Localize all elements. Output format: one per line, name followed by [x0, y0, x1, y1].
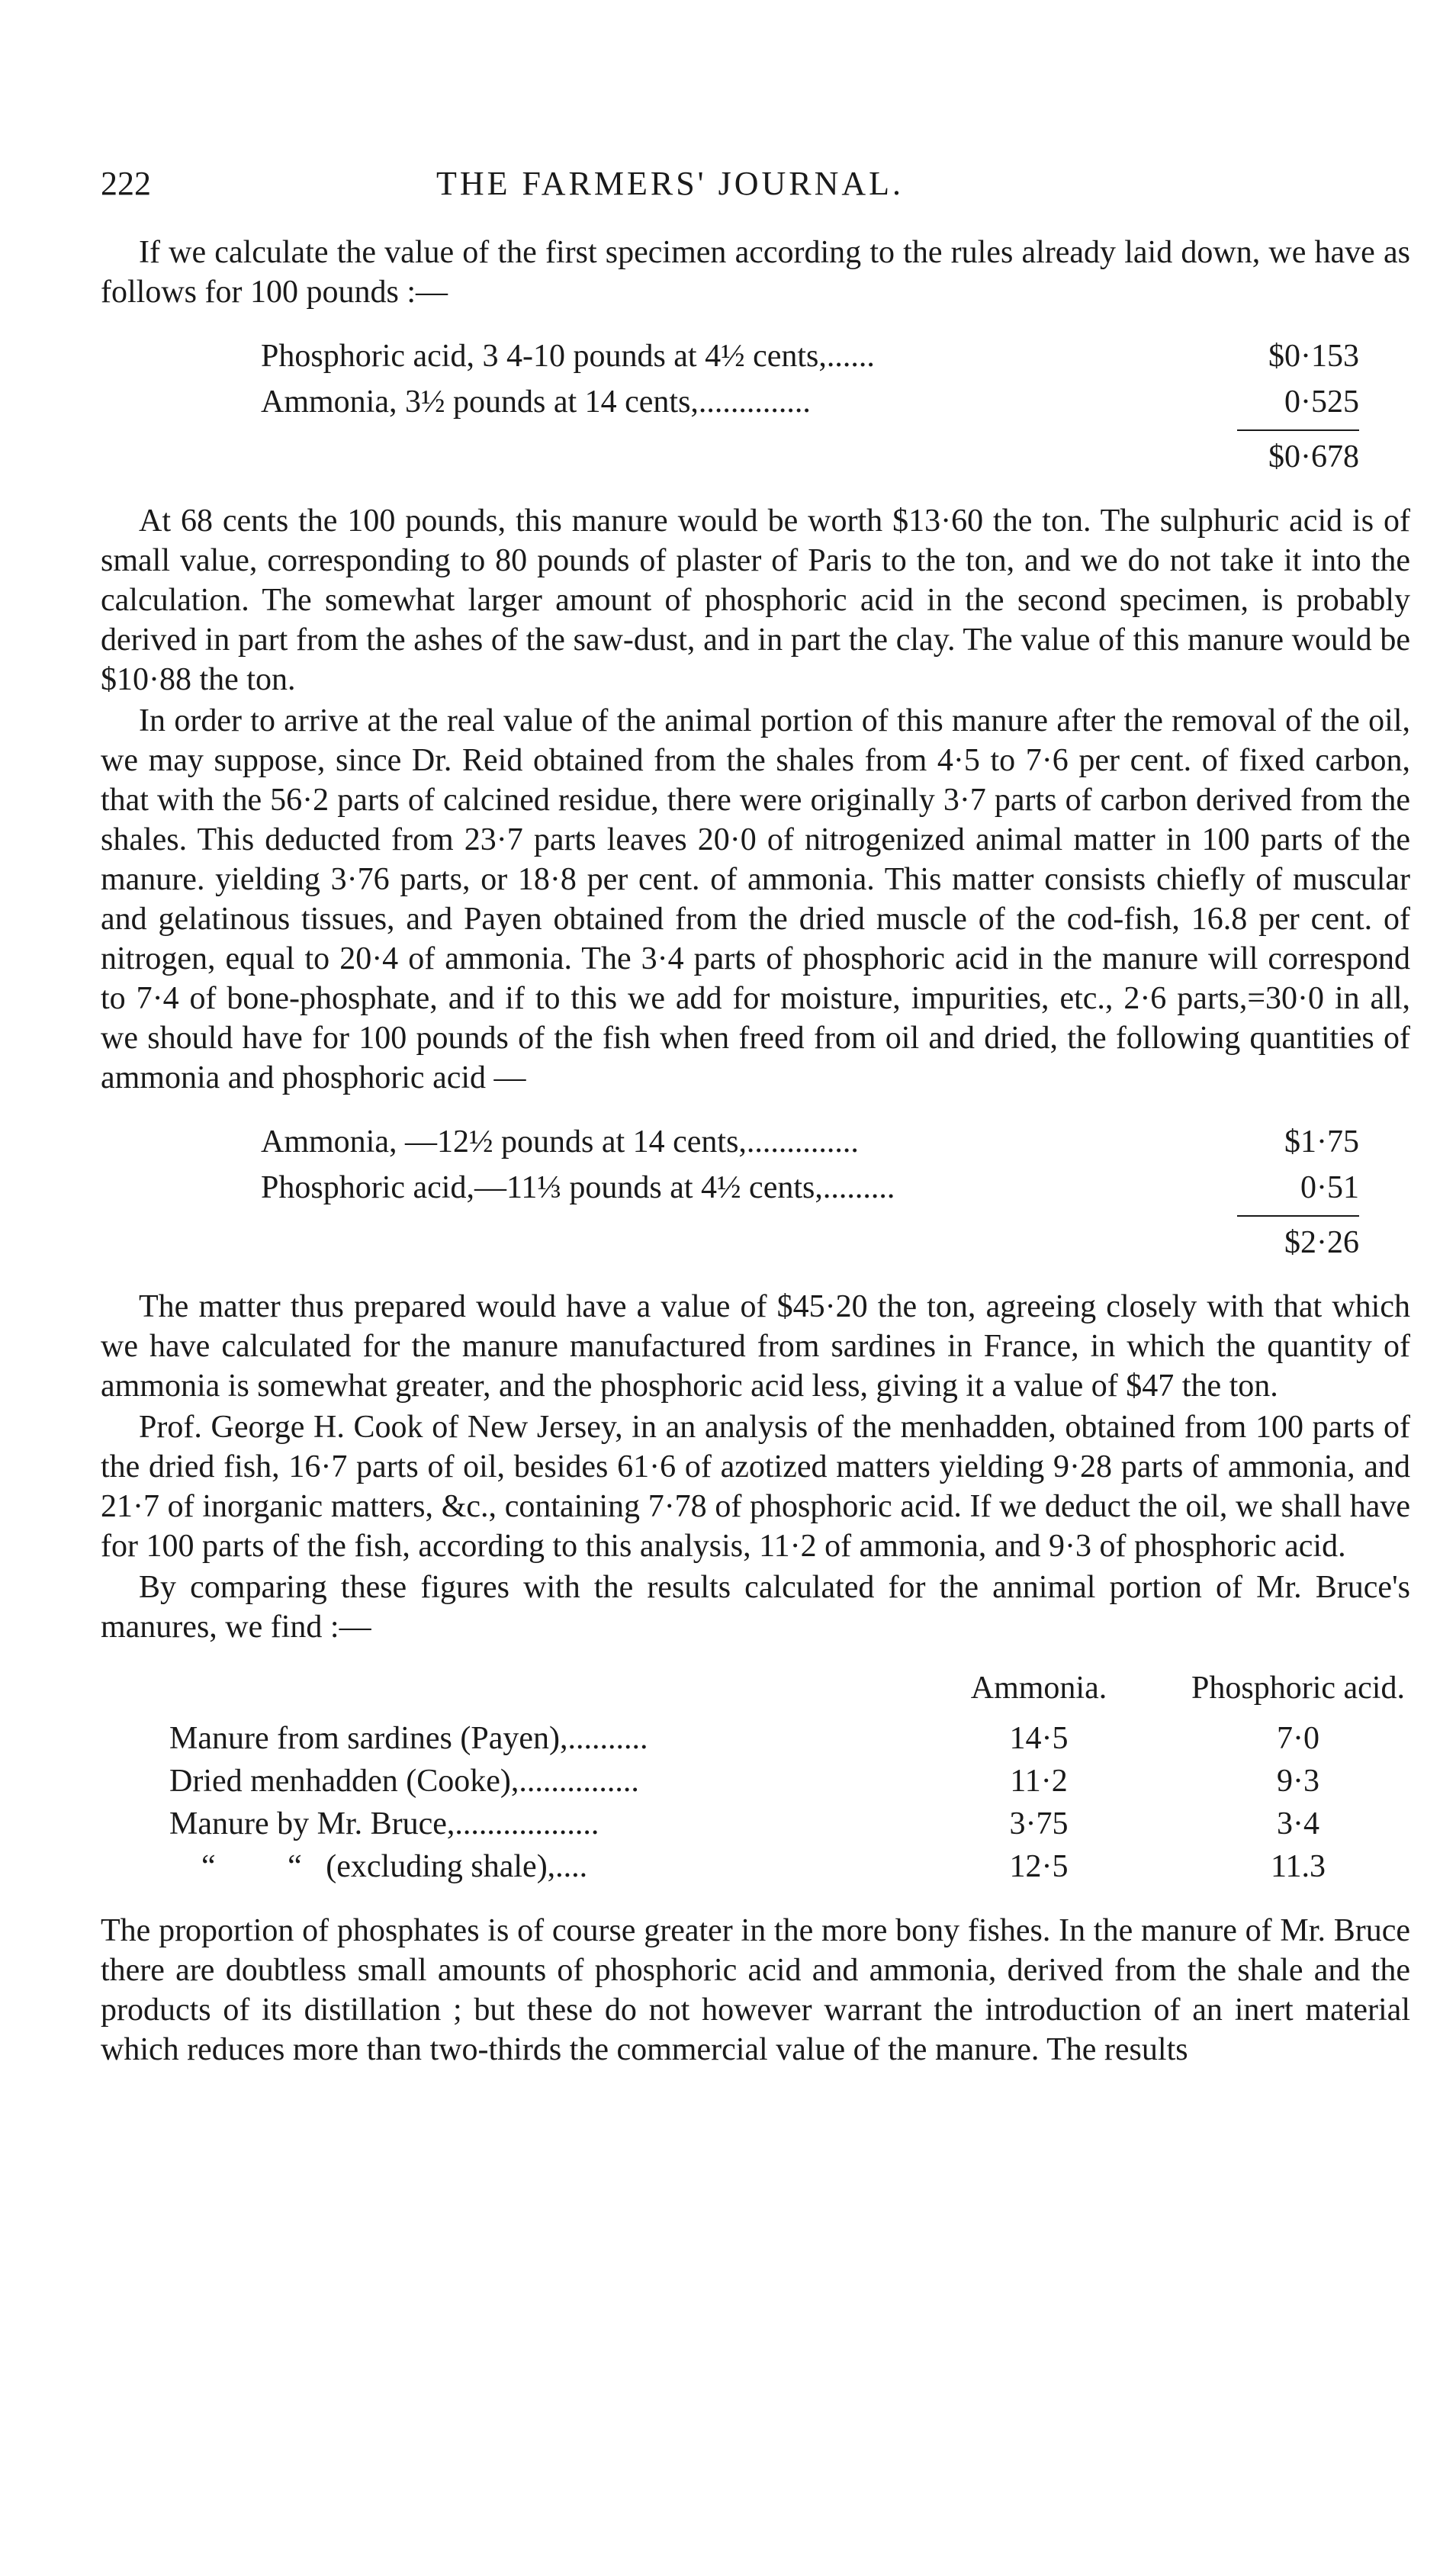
calc-row — [261, 1119, 1359, 1165]
table-row — [169, 1803, 1451, 1845]
row-label: Manure by Mr. Bruce,.................. — [169, 1806, 599, 1841]
paragraph: At 68 cents the 100 pounds, this manure would be worth $13·60 the ton. The sulphuric acid is of small value, corresponding to 80 pounds of plaster of Paris to the ton, and we do not take it into the calculation. The somewhat larger amount of phosphoric acid in the second specimen, is probably derived in part from the ashes of the saw-dust, and in part the clay. The value of this manure would be $10·88 the ton. — [101, 503, 1410, 697]
page-header — [101, 164, 1410, 217]
ammonia-value: 11·2 — [1010, 1764, 1068, 1799]
comparison-header-spacer — [169, 1667, 932, 1717]
calc-row — [261, 333, 1359, 379]
calc-total: $2·26 — [1284, 1225, 1359, 1260]
table-row — [169, 1717, 1451, 1760]
row-label: “ “ (excluding shale),.... — [169, 1849, 588, 1884]
calc-total: $0·678 — [1268, 439, 1359, 474]
running-title: THE FARMERS' JOURNAL. — [436, 165, 905, 202]
paragraph: By comparing these figures with the results calculated for the annimal portion of Mr. Bruce's manures, we find :— — [101, 1570, 1410, 1645]
calc-row — [261, 379, 1359, 425]
row-label: Dried menhadden (Cooke),............... — [169, 1764, 639, 1799]
paragraph: In order to arrive at the real value of the animal portion of this manure after the removal of the oil, we may suppose, since Dr. Reid obtained from the shales from 4·5 to 7·6 per cent. of fixed carbon, that with the 56·2 parts of calcined residue, there were originally 3·7 parts of carbon derived from the shales. This deducted from 23·7 parts leaves 20·0 of nitrogenized animal matter in 100 parts of the manure. yielding 3·76 parts, or 18·8 per cent. of ammonia. This matter consists chiefly of muscular and gelatinous tissues, and Payen obtained from the dried muscle of the cod-fish, 16.8 per cent. of nitrogen, equal to 20·4 of ammonia. The 3·4 parts of phosphoric acid in the manure will correspond to 7·4 of bone-phosphate, and if to this we add for moisture, impurities, etc., 2·6 parts,=30·0 in all, we should have for 100 pounds of the fish when freed from oil and dried, the following quantities of ammonia and phosphoric acid — — [101, 703, 1410, 1095]
sum-rule — [1237, 429, 1359, 431]
calc-label: Ammonia, —12½ pounds at 14 cents,.............. — [261, 1124, 859, 1159]
paragraph: If we calculate the value of the first specimen according to the rules already laid down, we have as follows for 100 pounds :— — [101, 235, 1410, 310]
comparison-table — [169, 1667, 1451, 1888]
comparison-header-row — [169, 1667, 1451, 1717]
calc-label: Phosphoric acid,—11⅓ pounds at 4½ cents,......... — [261, 1170, 895, 1205]
phosphoric-value: 11.3 — [1271, 1849, 1326, 1884]
paragraph: The matter thus prepared would have a value of $45·20 the ton, agreeing closely with that which we have calculated for the manure manufactured from sardines in France, in which the quantity of ammonia is somewhat greater, and the phosphoric acid less, giving it a value of $47 the ton. — [101, 1289, 1410, 1404]
paragraph: Prof. George H. Cook of New Jersey, in an analysis of the menhadden, obtained from 100 parts of the dried fish, 16·7 parts of oil, besides 61·6 of azotized matters yielding 9·28 parts of ammonia, and 21·7 of inorganic matters, &c., containing 7·78 of phosphoric acid. If we deduct the oil, we shall have for 100 parts of the fish, according to this analysis, 11·2 of ammonia, and 9·3 of phosphoric acid. — [101, 1410, 1410, 1564]
ammonia-value: 14·5 — [1009, 1721, 1069, 1756]
phosphoric-value: 7·0 — [1277, 1721, 1319, 1756]
table-row — [169, 1760, 1451, 1803]
calc-amount: $1·75 — [1284, 1124, 1359, 1159]
ammonia-value: 3·75 — [1009, 1806, 1069, 1841]
ammonia-value: 12·5 — [1009, 1849, 1069, 1884]
calc-label: Ammonia, 3½ pounds at 14 cents,.............. — [261, 384, 811, 420]
phosphoric-value: 3·4 — [1277, 1806, 1319, 1841]
calculation-first-specimen — [261, 333, 1359, 480]
calc-label: Phosphoric acid, 3 4-10 pounds at 4½ cents,...... — [261, 339, 875, 374]
calc-row — [261, 1165, 1359, 1211]
page-number: 222 — [101, 165, 151, 202]
column-header-phosphoric-acid: Phosphoric acid. — [1191, 1671, 1405, 1706]
calc-amount: 0·525 — [1284, 384, 1359, 420]
table-row — [169, 1845, 1451, 1888]
paragraph: The proportion of phosphates is of course greater in the more bony fishes. In the manure of Mr. Bruce there are doubtless small amounts of phosphoric acid and ammonia, derived from the shale and the products of its distillation ; but these do not however warrant the introduction of an inert material which reduces more than two-thirds the commercial value of the manure. The results — [101, 1913, 1410, 2067]
sum-rule — [1237, 1215, 1359, 1217]
phosphoric-value: 9·3 — [1277, 1764, 1319, 1799]
row-label: Manure from sardines (Payen),.......... — [169, 1721, 648, 1756]
calculation-fish-portion — [261, 1119, 1359, 1266]
calc-amount: $0·153 — [1268, 339, 1359, 374]
calc-amount: 0·51 — [1300, 1170, 1359, 1205]
column-header-ammonia: Ammonia. — [970, 1671, 1107, 1706]
